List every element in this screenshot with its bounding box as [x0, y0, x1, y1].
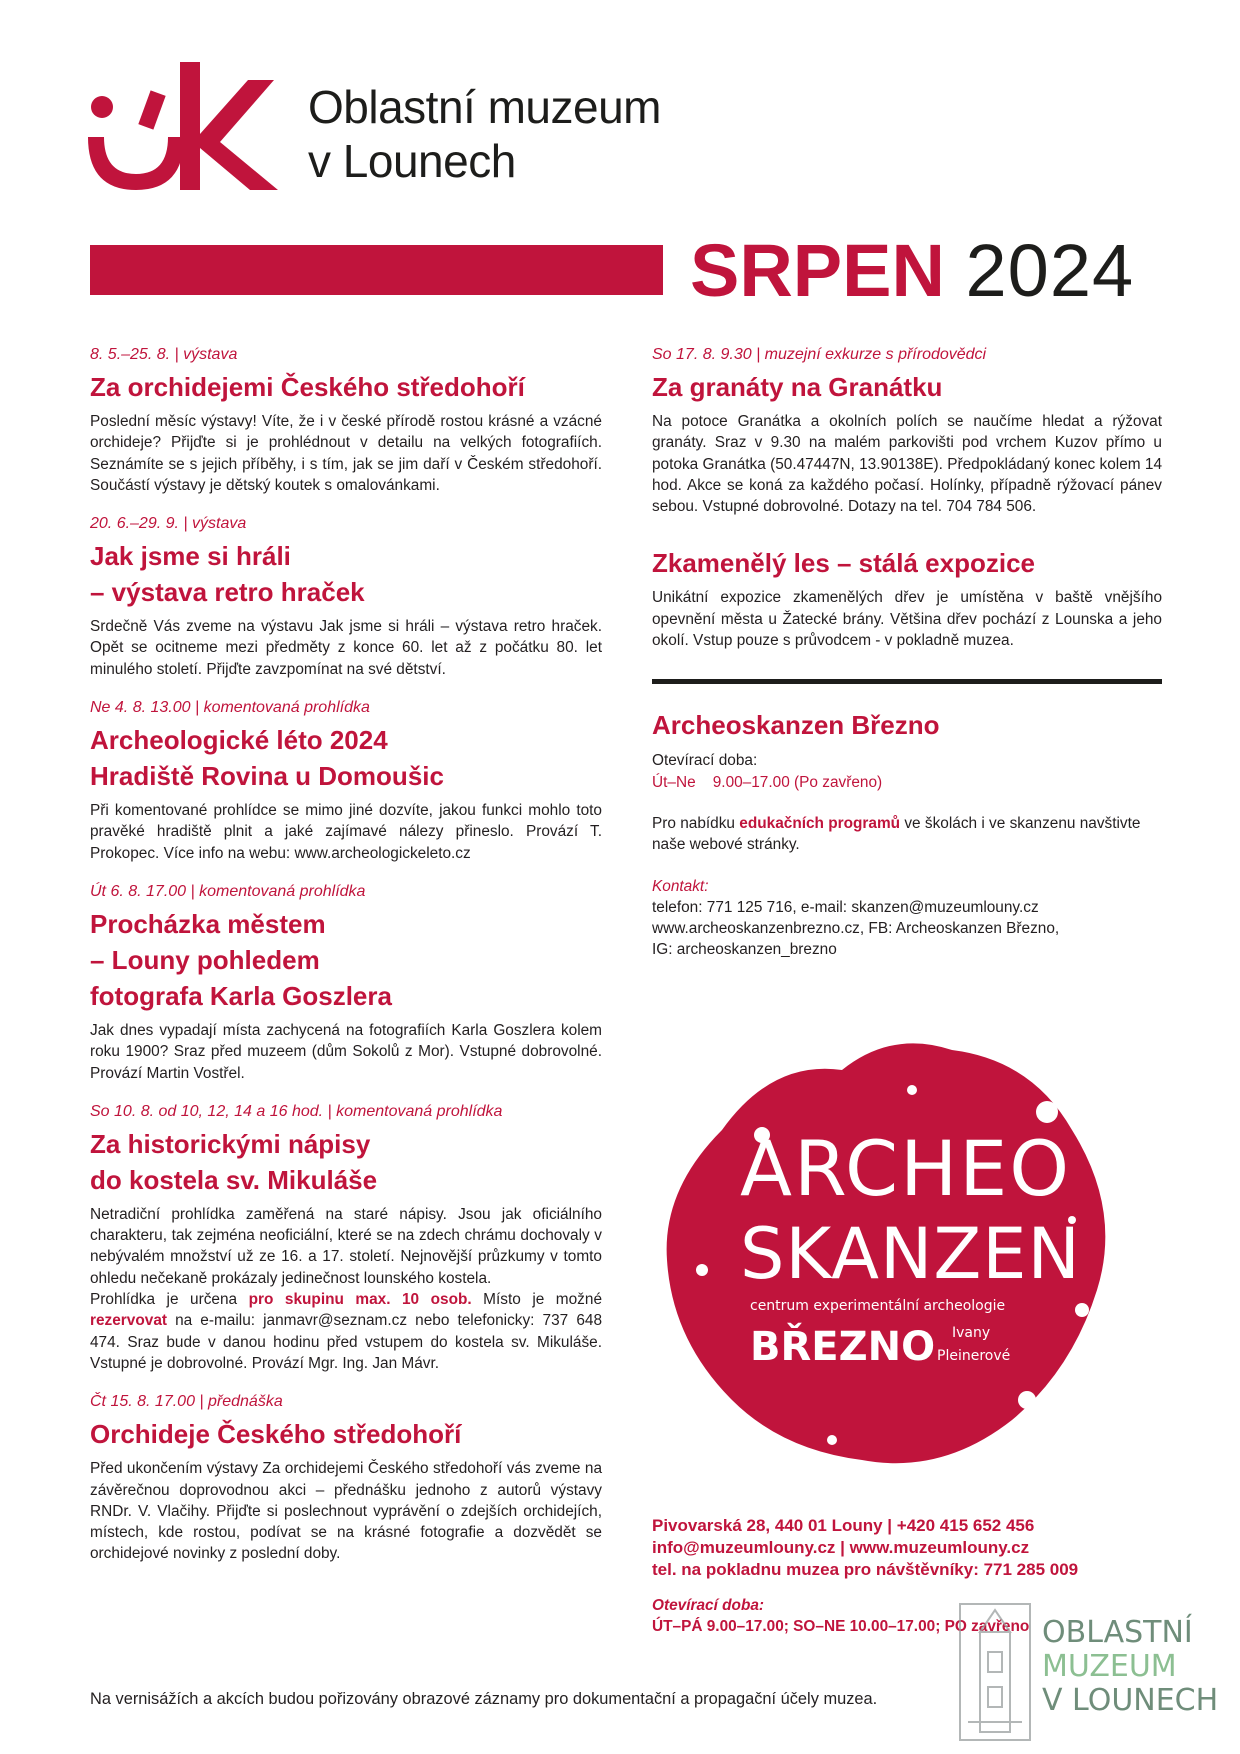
header-red-bar [90, 245, 663, 295]
archeoskanzen-section [652, 708, 1162, 960]
event-historicke-napisy [90, 1102, 602, 1374]
event-title-line: Zkamenělý les – stálá expozice [652, 548, 1035, 579]
event-orchideje-prednaska [90, 1392, 602, 1564]
museum-name-line2: v Lounech [308, 135, 516, 187]
hours-label: Otevírací doba: [652, 752, 758, 770]
event-title [90, 906, 602, 1014]
museum-logo-mark [88, 62, 288, 192]
event-title-line: Za orchidejemi Českého středohoří [90, 372, 525, 402]
event-date: Út 6. 8. 17.00 | komentovaná prohlídka [90, 882, 366, 900]
event-title [90, 369, 602, 405]
event-title [90, 1126, 602, 1198]
text-fragment: ve školách i ve skanzenu navštivte naše webové stránky. [652, 814, 1141, 854]
stamp-subtitle: centrum experimentální archeologie [750, 1298, 1006, 1314]
stamp-line1: ARCHEO [740, 1124, 1072, 1213]
contact-ticket-phone: tel. na pokladnu muzea pro návštěvníky: 771 285 009 [652, 1560, 1079, 1579]
stamp-place: BŘEZNO [750, 1324, 936, 1370]
contact-line: www.archeoskanzenbrezno.cz, FB: Archeoskanzen Březno, [652, 919, 1060, 937]
event-granaty [652, 345, 1162, 517]
event-title [90, 722, 602, 794]
event-title [90, 1416, 602, 1452]
section-title: Archeoskanzen Březno [652, 710, 940, 741]
text-fragment: Prohlídka je určena [90, 1291, 249, 1309]
event-prochazka-mestem [90, 882, 602, 1084]
event-description: Na potoce Granátka a okolních polích se naučíme hledat a rýžovat granáty. Sraz v 9.30 na malém parkovišti pod vrchem Kuzov přímo u potoka Granátka (50.47447N, 13.90138E). Předpokládaný konec kolem 14 hod. Akce se koná za každého počasí. Holínky, případně rýžovací pánev sebou. Vstupné dobrovolné. Dotazy na tel. 704 784 506. [652, 413, 1162, 516]
stamp-name2: Pleinerové [937, 1348, 1011, 1364]
event-date: 8. 5.–25. 8. | výstava [90, 346, 238, 363]
event-description: Před ukončením výstavy Za orchidejemi Českého středohoří vás zveme na závěrečnou doprovodnou akci – přednášku jednoho z autorů výstavy RNDr. V. Vlačihy. Přijďte si poslechnout vyprávění o zdejších orchidejích, místech, kde rostou, podívat se na krásné fotografie a dozvědět se orchidejové novinky z poslední doby. [90, 1460, 602, 1563]
event-title-line: Procházka městem [90, 908, 326, 939]
event-title-line: do kostela sv. Mikuláše [90, 1164, 378, 1195]
event-title-line: – výstava retro hraček [90, 577, 365, 608]
event-title-line: Orchideje Českého středohoří [90, 1419, 462, 1450]
event-date: So 17. 8. 9.30 | muzejní exkurze s přírodovědci [652, 346, 987, 363]
reservation-highlight: rezervovat [90, 1312, 167, 1330]
event-orchideje-vystava [90, 345, 602, 496]
year: 2024 [965, 229, 1135, 312]
text-fragment: na e-mailu: janmavr@seznam.cz nebo telefonicky: 737 648 474. Sraz bude v danou hodinu před vstupem do kostela sv. Mikuláše. Vstupné je dobrovolné. Provází Mgr. Ing. Jan Mávr. [90, 1312, 602, 1372]
event-title-line: Jak jsme si hráli [90, 541, 291, 572]
event-description: Při komentované prohlídce se mimo jiné dozvíte, jakou funkci mohlo toto pravěké hradiště plnit a jaké zajímavé nálezy přineslo. Provází T. Prokopec. Více info na webu: www.archeologickeleto.cz [90, 802, 602, 862]
stamp-name1: Ivany [952, 1325, 991, 1341]
event-date: So 10. 8. od 10, 12, 14 a 16 hod. | komentovaná prohlídka [90, 1102, 503, 1120]
museum-hours: ÚT–PÁ 9.00–17.00; SO–NE 10.00–17.00; PO zavřeno [652, 1618, 1030, 1635]
section-divider [652, 679, 1162, 684]
watermark-line3: V LOUNECH [1042, 1683, 1219, 1718]
event-title-line: Za historickými nápisy [90, 1128, 371, 1159]
programs-highlight: edukačních programů [739, 814, 901, 832]
archeoskanzen-stamp-logo [652, 1020, 1122, 1490]
event-title-line: fotografa Karla Goszlera [90, 980, 392, 1011]
text-fragment: Místo je možné [471, 1291, 602, 1309]
exhibit-zkameneny-les [652, 545, 1162, 651]
event-title-line: Archeologické léto 2024 [90, 725, 388, 756]
event-title-line: – Louny pohledem [90, 944, 320, 975]
contact-label: Kontakt: [652, 877, 709, 895]
event-date: Ne 4. 8. 13.00 | komentovaná prohlídka [90, 699, 370, 717]
text-fragment: Pro nabídku [652, 814, 740, 832]
programs-text [652, 813, 1162, 856]
event-title [652, 369, 1162, 405]
watermark-museum-name [1042, 1616, 1218, 1718]
watermark-line2: MUZEUM [1042, 1649, 1177, 1684]
museum-hours-label: Otevírací doba: [652, 1597, 765, 1614]
event-title [652, 545, 1162, 581]
footer-note: Na vernisážích a akcích budou pořizovány obrazové záznamy pro dokumentační a propagační účely muzea. [90, 1690, 878, 1708]
event-retro-hracky [90, 514, 602, 680]
contact-web: info@muzeumlouny.cz | www.muzeumlouny.cz [652, 1538, 1030, 1557]
event-description: Unikátní expozice zkamenělých dřev je umístěna v baště vnějšího opevnění města u Žatecké brány. Většina dřev pochází z Lounska a jeho okolí. Vstup pouze s průvodcem - v pokladně muzea. [652, 589, 1162, 650]
event-description-paragraph: Netradiční prohlídka zaměřená na staré nápisy. Jsou jak oficiálního charakteru, tak zejména neoficiální, které se na zdech chrámu dochovaly v nebývalém množství už ze 16. a 17. století. Nejnovější průzkumy v tomto ohledu nečekaně prokázaly jedinečnost lounského kostela. [90, 1205, 602, 1287]
museum-name-line1: Oblastní muzeum [308, 81, 661, 133]
contact-line: IG: archeoskanzen_brezno [652, 941, 837, 959]
event-booking-paragraph [90, 1289, 602, 1374]
event-date: 20. 6.–29. 9. | výstava [90, 515, 247, 533]
stamp-line2: SKANZEN [740, 1213, 1081, 1295]
month-name: SRPEN [690, 229, 945, 312]
event-description: Srdečně Vás zveme na výstavu Jak jsme si hráli – výstava retro hraček. Opět se ocitneme mezi předměty z konce 60. let až z počátku 80. let minulého století. Přijďte zavzpomínat na své dětství. [90, 618, 602, 678]
event-archeologicke-leto [90, 698, 602, 864]
issue-month [690, 228, 1134, 314]
contact-line: telefon: 771 125 716, e-mail: skanzen@muzeumlouny.cz [652, 898, 1039, 916]
contact-address: Pivovarská 28, 440 01 Louny | +420 415 652 456 [652, 1516, 1035, 1535]
hours-value: Út–Ne 9.00–17.00 (Po zavřeno) [652, 773, 883, 791]
event-description [90, 1204, 602, 1374]
event-date: Čt 15. 8. 17.00 | přednáška [90, 1393, 283, 1411]
event-title [90, 538, 602, 610]
event-description: Poslední měsíc výstavy! Víte, že i v české přírodě rostou krásné a vzácné orchideje? Přijďte si je prohlédnout v detailu na velkých fotografiích. Seznámíte se s jejich příběhy, i s tím, jak se jim daří v Českém středohoří. Součástí výstavy je dětský koutek s omalovánkami. [90, 413, 602, 494]
group-size-highlight: pro skupinu max. 10 osob. [248, 1291, 472, 1309]
event-description: Jak dnes vypadají místa zachycená na fotografiích Karla Goszlera kolem roku 1900? Sraz před muzeem (dům Sokolů z Mor). Vstupné dobrovolné. Provází Martin Vostřel. [90, 1021, 602, 1082]
event-title-line: Hradiště Rovina u Domoušic [90, 761, 444, 792]
watermark-line1: OBLASTNÍ [1042, 1615, 1193, 1650]
museum-name [308, 80, 661, 188]
event-title-line: Za granáty na Granátku [652, 372, 943, 402]
right-column [652, 345, 1162, 960]
left-column [90, 345, 602, 1583]
